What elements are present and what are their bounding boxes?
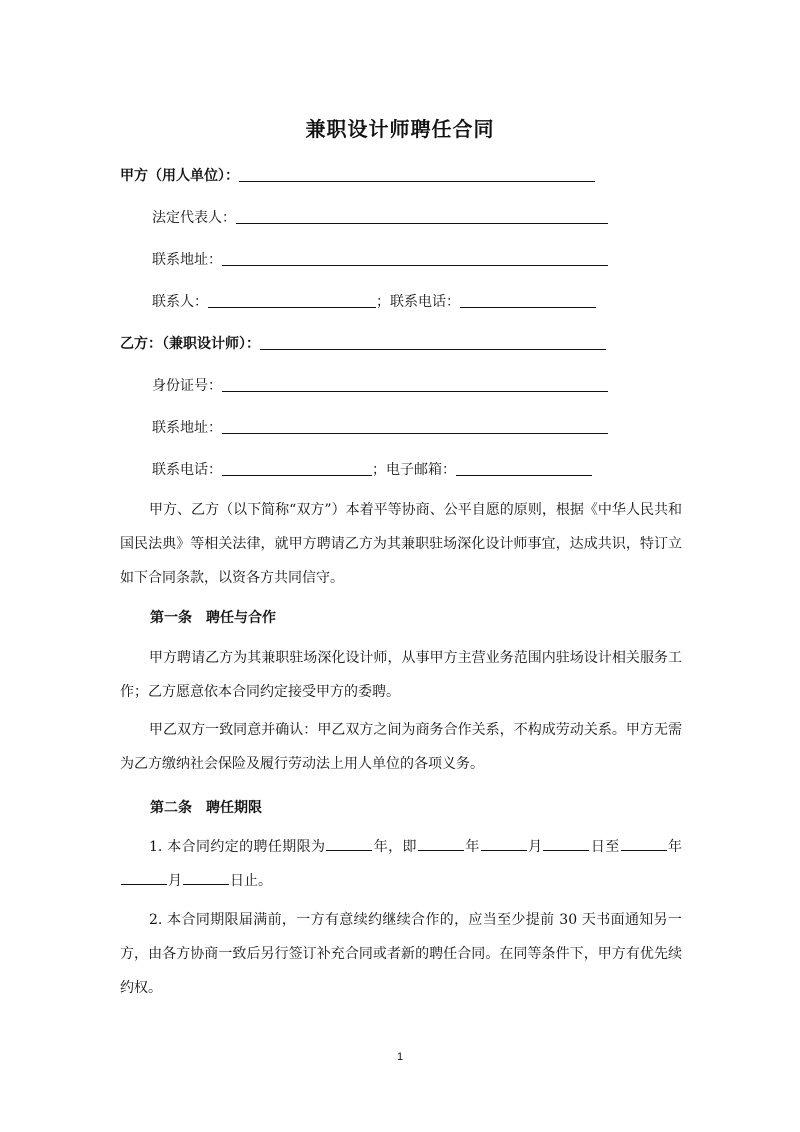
party-b-phone-field[interactable] [222,460,372,476]
party-a-address-label: 联系地址： [152,252,222,268]
party-a-label: 甲方（用人单位）： [120,168,239,184]
start-month-field[interactable] [481,835,527,851]
article-1-paragraph-1: 甲方聘请乙方为其兼职驻场深化设计师，从事甲方主营业务范围内驻场设计相关服务工作；乙方愿意依本合同约定接受甲方的委聘。 [120,650,682,700]
article-1-title: 聘任与合作 [206,610,276,626]
end-day-unit: 日止。 [230,873,272,889]
party-a-contact-label: 联系人： [152,294,208,310]
party-b-row [120,331,606,353]
party-a-phone-label: ；联系电话： [376,294,460,310]
article-2-heading [150,797,262,817]
party-b-address-label: 联系地址： [152,420,222,436]
legal-rep-row [152,205,608,227]
legal-rep-field[interactable] [236,208,608,224]
contract-title: 兼职设计师聘任合同 [305,117,495,141]
end-month-unit: 月 [168,873,182,889]
party-b-address-field[interactable] [222,418,608,434]
party-a-row [120,163,595,185]
article-1-paragraph-2: 甲乙双方一致同意并确认：甲乙双方之间为商务合作关系，不构成劳动关系。甲方无需为乙方缴纳社会保险及履行劳动法上用人单位的各项义务。 [120,722,682,772]
party-b-email-label: ；电子邮箱： [372,462,456,478]
article-2-item-2: 2. 本合同期限届满前，一方有意续约继续合作的，应当至少提前 30 天书面通知另一方，由各方协商一致后另行签订补充合同或者新的聘任合同。在同等条件下，甲方有优先续约权。 [120,912,682,996]
party-a-contact-field[interactable] [208,292,376,308]
start-day-field[interactable] [543,835,589,851]
legal-rep-label: 法定代表人： [152,210,236,226]
start-day-to: 日至 [590,839,620,855]
end-year-unit: 年 [667,839,683,855]
party-b-address-row [152,415,608,437]
article-2-title: 聘任期限 [206,800,262,816]
party-b-phone-label: 联系电话： [152,462,222,478]
start-year-unit: 年 [464,839,480,855]
page-number: 1 [396,1051,404,1063]
party-a-phone-field[interactable] [460,292,596,308]
end-day-field[interactable] [183,869,229,885]
term-prefix: 1. 本合同约定的聘任期限为 [149,839,326,855]
party-b-name-field[interactable] [260,334,606,350]
party-a-address-row [152,247,608,269]
party-a-name-field[interactable] [239,166,595,182]
end-year-field[interactable] [621,835,667,851]
start-month-unit: 月 [527,839,543,855]
article-1-heading [150,607,276,627]
party-a-contact-row [152,289,596,311]
party-b-contact-row [152,457,592,479]
term-year-unit: 年 [373,839,389,855]
party-a-address-field[interactable] [222,250,608,266]
term-years-field[interactable] [326,835,372,851]
article-2-item-1 [120,830,682,898]
party-b-id-field[interactable] [222,376,608,392]
party-b-id-row [152,373,608,395]
article-1-number: 第一条 [150,610,192,626]
party-b-id-label: 身份证号： [152,378,222,394]
party-b-label: 乙方：（兼职设计师）： [120,336,260,352]
start-year-field[interactable] [418,835,464,851]
intro-paragraph: 甲方、乙方（以下简称“双方”）本着平等协商、公平自愿的原则，根据《中华人民共和国民法典》等相关法律，就甲方聘请乙方为其兼职驻场深化设计师事宜，达成共识，特订立如下合同条款，以资各方共同信守。 [120,502,682,586]
term-ji: ，即 [388,839,417,855]
party-b-email-field[interactable] [456,460,592,476]
end-month-field[interactable] [121,869,167,885]
article-2-number: 第二条 [150,800,192,816]
